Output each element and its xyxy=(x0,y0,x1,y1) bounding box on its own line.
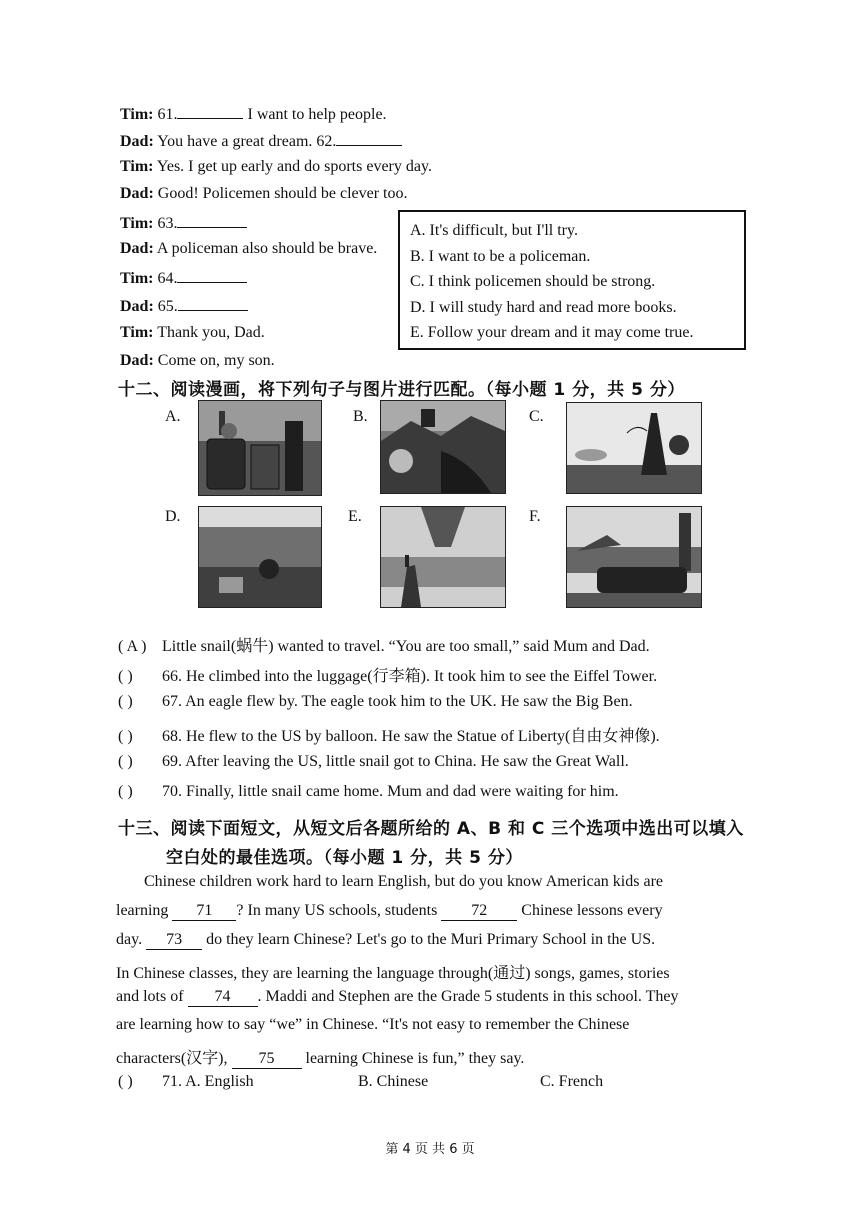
passage-line-7 xyxy=(116,1045,740,1069)
dialogue-line-8 xyxy=(120,296,248,316)
option-a: A. It's difficult, but I'll try. xyxy=(410,222,578,239)
line-text: A policeman also should be brave. xyxy=(153,240,378,257)
speaker: Dad: xyxy=(120,240,154,257)
passage-text: In Chinese classes, they are learning the language through(通过) songs, games, stories xyxy=(116,965,670,982)
passage-text: characters(汉字), xyxy=(116,1050,232,1067)
passage-text: are learning how to say “we” in Chinese. “It's not easy to remember the Chinese xyxy=(116,1016,630,1033)
answer-blank-62[interactable] xyxy=(336,131,402,146)
luggage-illustration xyxy=(199,401,321,495)
speaker: Dad: xyxy=(120,185,154,202)
item-text: 68. He flew to the US by balloon. He saw the Statue of Liberty(自由女神像). xyxy=(162,728,660,745)
blank-71[interactable]: 71 xyxy=(172,902,236,921)
statue-of-liberty-illustration xyxy=(381,507,505,607)
answer-paren[interactable]: ( ) xyxy=(118,728,133,745)
line-text: 61. xyxy=(153,106,178,123)
answer-blank-61[interactable] xyxy=(177,104,243,119)
item-text: 67. An eagle flew by. The eagle took him to the UK. He saw the Big Ben. xyxy=(162,693,633,710)
dialogue-line-6 xyxy=(120,240,377,258)
answer-blank-63[interactable] xyxy=(177,213,247,228)
line-text: 63. xyxy=(153,215,178,232)
passage-line-2 xyxy=(116,902,740,921)
passage-text: Chinese lessons every xyxy=(517,902,663,919)
option-c: C. I think policemen should be strong. xyxy=(410,273,656,290)
line-text: Good! Policemen should be clever too. xyxy=(153,185,408,202)
item-text: Little snail(蜗牛) wanted to travel. “You are too small,” said Mum and Dad. xyxy=(162,638,650,655)
line-text: Yes. I get up early and do sports every day. xyxy=(153,158,432,175)
passage-line-5 xyxy=(116,988,740,1007)
dialogue-line-7 xyxy=(120,268,247,288)
options-box xyxy=(398,210,746,350)
picture-f-big-ben xyxy=(566,506,702,608)
answer-blank-65[interactable] xyxy=(178,296,248,311)
passage-text: Chinese children work hard to learn English, but do you know American kids are xyxy=(144,873,663,890)
answer-blank-64[interactable] xyxy=(177,268,247,283)
match-item-example xyxy=(118,633,650,656)
passage-text: do they learn Chinese? Let's go to the Muri Primary School in the US. xyxy=(202,931,656,948)
speaker: Tim: xyxy=(120,270,154,287)
blank-75[interactable]: 75 xyxy=(232,1050,302,1069)
dialogue-line-1 xyxy=(120,104,387,124)
answer-paren[interactable]: ( ) xyxy=(118,783,133,800)
passage-text: day. xyxy=(116,931,147,948)
dialogue-line-9 xyxy=(120,324,265,342)
line-text: You have a great dream. 62. xyxy=(153,133,337,150)
speaker: Dad: xyxy=(120,352,154,369)
passage-line-1 xyxy=(144,873,768,891)
passage-text: learning xyxy=(116,902,173,919)
picture-label-b: B. xyxy=(353,408,368,425)
speaker: Tim: xyxy=(120,158,154,175)
speaker: Dad: xyxy=(120,133,154,150)
picture-e-statue-of-liberty xyxy=(380,506,506,608)
match-item-66 xyxy=(118,663,657,686)
answer-paren[interactable]: ( ) xyxy=(118,1073,133,1090)
option-c-text: C. French xyxy=(540,1073,604,1090)
match-item-67 xyxy=(118,693,633,711)
item-text: 69. After leaving the US, little snail got to China. He saw the Great Wall. xyxy=(162,753,629,770)
picture-a-luggage xyxy=(198,400,322,496)
passage-text: and lots of xyxy=(116,988,188,1005)
blank-72[interactable]: 72 xyxy=(441,902,517,921)
dialogue-line-5 xyxy=(120,213,247,233)
option-e: E. Follow your dream and it may come true. xyxy=(410,324,694,341)
passage-text: ? In many US schools, students xyxy=(236,902,442,919)
dialogue-line-4 xyxy=(120,185,408,203)
passage-line-6 xyxy=(116,1016,740,1034)
speaker: Tim: xyxy=(120,215,154,232)
line-text: Thank you, Dad. xyxy=(153,324,265,341)
match-item-70 xyxy=(118,783,619,801)
speaker: Tim: xyxy=(120,106,154,123)
eiffel-tower-illustration xyxy=(567,403,701,493)
option-d: D. I will study hard and read more books. xyxy=(410,298,677,316)
big-ben-illustration xyxy=(567,507,701,607)
answer-paren[interactable]: ( ) xyxy=(118,668,133,685)
match-item-69 xyxy=(118,753,629,771)
picture-label-d: D. xyxy=(165,508,181,525)
page-footer: 第 4 页 共 6 页 xyxy=(385,1142,475,1157)
line-text: Come on, my son. xyxy=(153,352,275,369)
passage-text: . Maddi and Stephen are the Grade 5 students in this school. They xyxy=(257,988,679,1005)
picture-c-eiffel-tower xyxy=(566,402,702,494)
match-item-68 xyxy=(118,723,660,746)
dialogue-line-10 xyxy=(120,352,275,370)
line-text-after: I want to help people. xyxy=(243,106,387,123)
passage-line-4 xyxy=(116,960,740,983)
picture-b-great-wall xyxy=(380,400,506,494)
option-b: B. I want to be a policeman. xyxy=(410,247,591,265)
great-wall-illustration xyxy=(381,401,505,493)
section-12-title: 十二、阅读漫画，将下列句子与图片进行匹配。（每小题 1 分，共 5 分） xyxy=(118,380,685,400)
picture-label-e: E. xyxy=(348,508,362,525)
picture-label-f: F. xyxy=(529,508,541,525)
section-13-title-line1: 十三、阅读下面短文，从短文后各题所给的 A、B 和 C 三个选项中选出可以填入 xyxy=(118,819,744,839)
answer-paren[interactable]: ( A ) xyxy=(118,638,147,655)
speaker: Dad: xyxy=(120,298,154,315)
question-71 xyxy=(118,1073,603,1091)
picture-label-c: C. xyxy=(529,408,544,425)
option-b-text: B. Chinese xyxy=(358,1073,429,1090)
answer-paren[interactable]: ( ) xyxy=(118,753,133,770)
home-illustration xyxy=(199,507,321,607)
answer-paren[interactable]: ( ) xyxy=(118,693,133,710)
item-text: 66. He climbed into the luggage(行李箱). It took him to see the Eiffel Tower. xyxy=(162,668,658,685)
blank-74[interactable]: 74 xyxy=(188,988,258,1007)
line-text: 64. xyxy=(153,270,178,287)
picture-label-a: A. xyxy=(165,408,181,425)
option-a-text: 71. A. English xyxy=(162,1073,254,1090)
blank-73[interactable]: 73 xyxy=(146,931,202,950)
item-text: 70. Finally, little snail came home. Mum and dad were waiting for him. xyxy=(162,783,619,800)
passage-line-3 xyxy=(116,931,740,950)
section-13-title-line2: 空白处的最佳选项。（每小题 1 分，共 5 分） xyxy=(166,848,523,868)
passage-text: learning Chinese is fun,” they say. xyxy=(301,1050,525,1067)
dialogue-line-2 xyxy=(120,131,402,151)
picture-d-home xyxy=(198,506,322,608)
speaker: Tim: xyxy=(120,324,154,341)
dialogue-line-3 xyxy=(120,158,432,176)
line-text: 65. xyxy=(153,298,178,315)
